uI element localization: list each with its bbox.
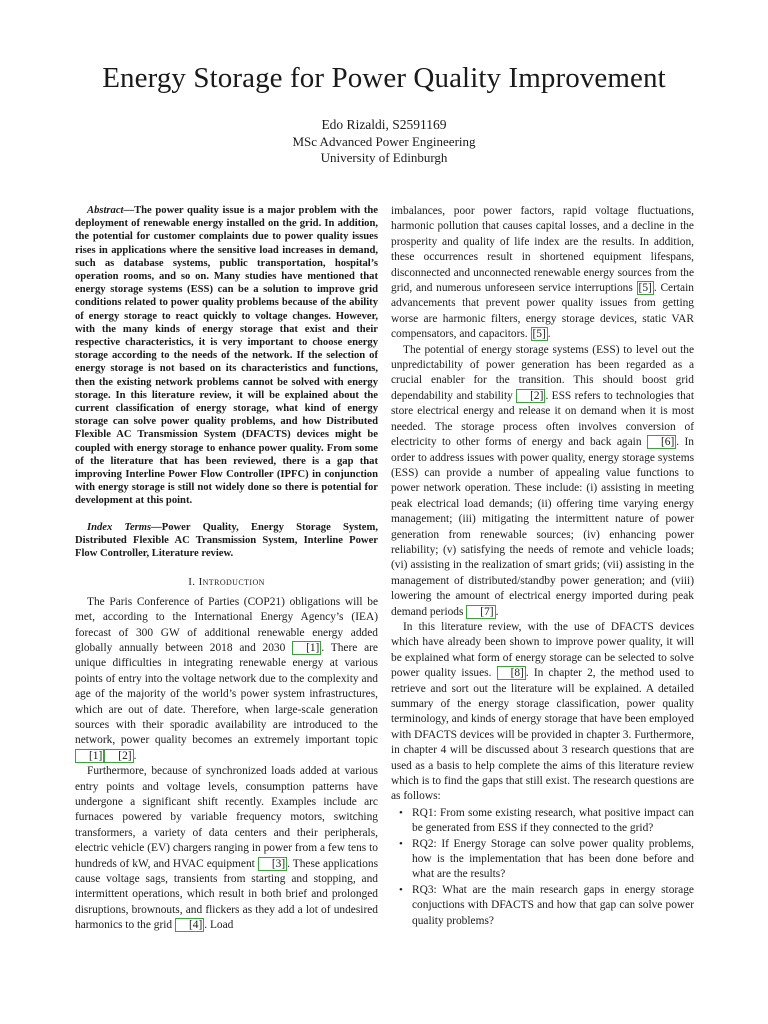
intro-paragraph-1 — [75, 595, 378, 764]
text-run: . Certain advancements that prevent power quality issues from getting worse are harmonic filters, energy storage devices, static VAR compensators, and capacitors. — [391, 282, 694, 341]
research-questions-list — [391, 806, 694, 929]
bullet-icon: • — [399, 883, 403, 896]
text-run: . There are unique difficulties in integrating renewable energy at various points of entry into the voltage network due to the complexity and age of the majority of the world’s power system infrastructures, which are out of date. Therefore, when large-scale generation sources with their sporadic availability are introduced to the network, power quality becomes an extremely important topic — [75, 641, 378, 747]
text-run: . — [495, 605, 499, 618]
citation-link[interactable]: [4] — [175, 918, 204, 932]
citation-link[interactable]: [7] — [466, 605, 495, 619]
rq-text: RQ1: From some existing research, what positive impact can be generated from ESS if they connected to the grid? — [412, 806, 694, 835]
bullet-icon: • — [399, 806, 403, 819]
text-run: . — [133, 749, 137, 762]
citation-link[interactable]: [2] — [516, 389, 545, 403]
abstract-lead: Abstract — [87, 205, 124, 216]
text-run: . Load — [204, 919, 234, 932]
abstract-text: —The power quality issue is a major problem with the deployment of renewable energy installed on the grid. In addition, the potential for customer complaints due to power quality issues rises in applications where the sensitive load increases in demand, such as database systems, public transportation, hospital’s operation rooms, and so on. Many studies have mentioned that energy storage systems (ESS) can be a solution to improve grid conditions related to power quality problems because of the ability of energy storage to react quickly to voltage changes. However, with the many kinds of energy storage that exist and their respective characteristics, it is very important to choose energy storage according to the needs of the network. If the selection of energy storage is not based on its characteristics and functions, then the existing network problems cannot be solved with energy storage. In this literature review, it will be explained about the current classification of energy storage, what kind of energy storage can solve power quality problems, and how Distributed Flexible AC Transmission System (DFACTS) devices might be coupled with energy storage to enhance power quality. From some of the literature that has been reviewed, there is a gap that improving Interline Power Flow Controller (IPFC) in conjunction with energy storage is still not widely done so there is potential for development at this point. — [75, 205, 378, 507]
citation-link[interactable]: [6] — [647, 435, 676, 449]
text-run: . In chapter 2, the method used to retrieve and sort out the literature will be explained. A detailed summary of the energy storage classification, power quality terminology, and kinds of energy storage that have been employed with DFACTS devices will be provided in chapter 3. Furthermore, in chapter 4 will be discussed about 3 research questions that are used as a basis to help complete the aims of this literature review which is to find the gaps that still exist. The research questions are as follows: — [391, 667, 694, 803]
right-paragraph-2 — [391, 343, 694, 620]
rq-text: RQ3: What are the main research gaps in energy storage conjuctions with DFACTS and how that gap can solve power quality problems? — [412, 883, 694, 927]
index-terms — [75, 521, 378, 561]
author-university: University of Edinburgh — [320, 150, 448, 165]
index-terms-lead: Index Terms — [87, 521, 152, 533]
list-item — [391, 806, 694, 837]
left-column — [75, 204, 378, 934]
citation-link[interactable]: [5] — [532, 328, 546, 341]
citation-link[interactable]: [1] — [292, 641, 321, 655]
section-number: I. — [188, 576, 196, 589]
text-run: imbalances, poor power factors, rapid voltage fluctuations, harmonic pollution that causes capital losses, and a decline in the prosperity and quality of life index are the results. In addition, these occurrences result in shortened equipment lifespans, disconnected and unconnected renewable energy sources from the grid, and numerous unforeseen service interruptions — [391, 205, 694, 295]
citation-link[interactable]: [1] — [75, 749, 104, 763]
text-run: . — [547, 328, 551, 341]
text-run: Furthermore, because of synchronized loads added at various entry points and voltage levels, consumption patterns have undergone a significant shift recently. Examples include arc furnaces powered by variable frequency motors, switching transformers, a variety of data centers and their peripherals, electric vehicle (EV) chargers ranging in power from a few tens to hundreds of kW, and HVAC equipment — [75, 765, 378, 870]
index-terms-text: —Power Quality, Energy Storage System, Distributed Flexible AC Transmission System, Interline Power Flow Controller, Literature review. — [75, 521, 378, 560]
text-run: The potential of energy storage systems (ESS) to level out the unpredictability of power generation has been regarded as a crucial enabler for the transition. This should boost grid dependability and stability — [391, 343, 694, 402]
text-run: . These applications cause voltage sags, transients from starting and stopping, and intermittent operations, which result in both brief and prolonged disruptions, brownouts, and flickers as they add a lot of undesired harmonics to the grid — [75, 857, 379, 932]
author-block — [0, 117, 768, 166]
citation-link[interactable]: [2] — [104, 749, 133, 763]
author-name: Edo Rizaldi, S2591169 — [321, 117, 447, 132]
text-run: . In order to address issues with power quality, energy storage systems (ESS) can provide a number of appealing value functions to power network operation. These include: (i) assisting in meeting peak electrical load demands; (ii) offering time varying energy management; (iii) mitigating the intermittent nature of power generation from renewable sources; (iv) enhancing power reliability; (v) satisfying the needs of remote and vehicle loads; (vi) assisting in the realization of smart grids; (vii) assisting in the management of distributed/standby power generation; and (viii) lowering the amount of electrical energy imported during peak demand periods — [391, 436, 694, 618]
abstract — [75, 204, 378, 508]
right-column — [391, 204, 694, 929]
citation-link[interactable]: [8] — [497, 666, 526, 680]
section-heading — [75, 575, 378, 590]
text-run: In this literature review, with the use of DFACTS devices which have already been shown to improve power quality, it will be explained what form of energy storage can be selected to solve power quality issues. — [391, 620, 694, 680]
paper-title: Energy Storage for Power Quality Improvement — [102, 62, 666, 94]
text-run: The Paris Conference of Parties (COP21) obligations will be met, according to the International Energy Agency’s (IEA) forecast of 300 GW of additional renewable energy added globally annually between 2018 and 2030 — [75, 595, 378, 654]
text-run: . ESS refers to technologies that store electrical energy and release it on demand when it is most needed. The storage process often involves conversion of electricity to other forms of energy and back again — [391, 389, 694, 449]
citation-link[interactable]: [5] — [638, 282, 652, 295]
list-item — [391, 883, 694, 929]
list-item — [391, 837, 694, 883]
author-program: MSc Advanced Power Engineering — [292, 134, 476, 149]
rq-text: RQ2: If Energy Storage can solve power quality problems, how is the implementation that has been done before and what are the results? — [412, 837, 694, 881]
right-paragraph-1 — [391, 204, 694, 343]
bullet-icon: • — [399, 837, 403, 850]
right-paragraph-3 — [391, 620, 694, 805]
section-title: Introduction — [198, 576, 265, 589]
citation-link[interactable]: [3] — [258, 857, 287, 871]
intro-paragraph-2 — [75, 764, 378, 933]
